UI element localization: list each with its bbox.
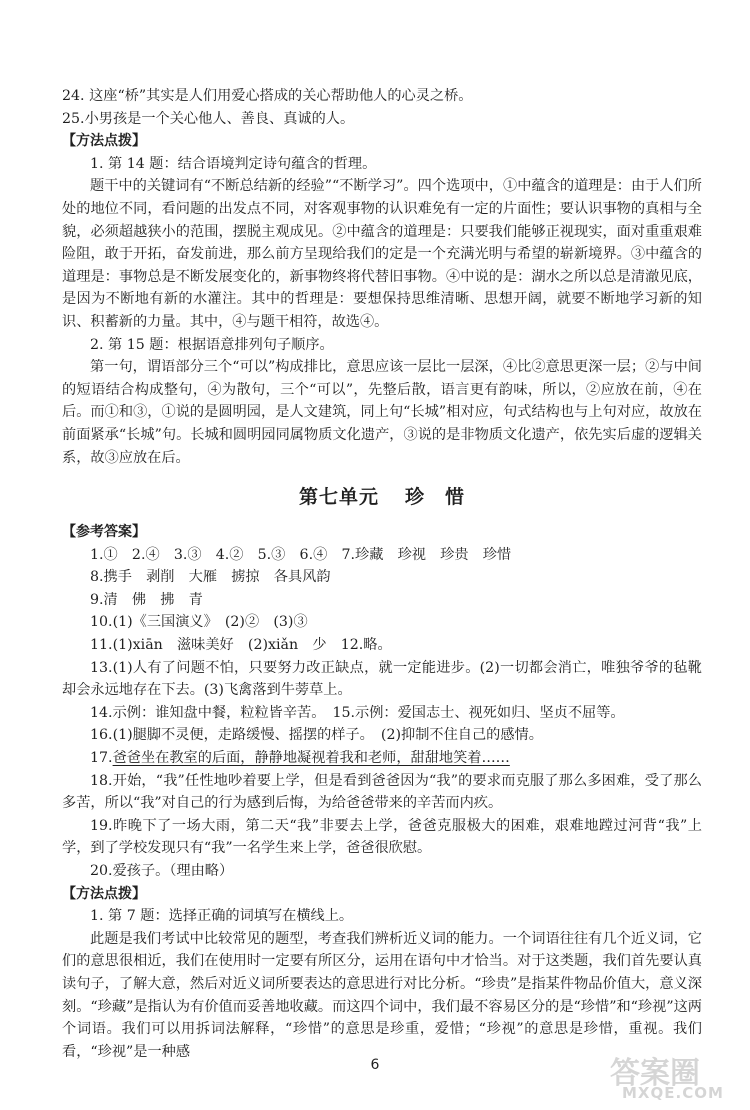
answer-line: 19.昨晚下了一场大雨，第二天“我”非要去上学，爸爸克服极大的困难，艰难地蹚过河背“我”上学，到了学校发现只有“我”一名学生来上学，爸爸很欣慰。	[62, 817, 702, 857]
answer-line: 9.清 佛 拂 青	[90, 591, 203, 608]
unit-name: 第七单元	[298, 486, 379, 509]
method-q15-title: 2. 第 15 题：根据语意排列句子顺序。	[90, 336, 334, 353]
method-q7-title: 1. 第 7 题：选择正确的词填写在横线上。	[90, 908, 354, 925]
method-heading-2: 【方法点拨】	[62, 885, 146, 902]
answers-heading: 【参考答案】	[62, 524, 146, 541]
answer-17-number: 17.	[90, 750, 113, 767]
answer-line: 18.开始，“我”任性地吵着要上学，但是看到爸爸因为“我”的要求而克服了那么多困难，受了那么多苦，所以“我”对自己的行为感到后悔，为给爸爸带来的辛苦而内疚。	[62, 772, 702, 812]
method-heading-1: 【方法点拨】	[62, 133, 146, 150]
answer-line: 20.爱孩子。（理由略）	[90, 863, 234, 879]
answer-17	[62, 747, 702, 770]
unit-topic: 珍 惜	[405, 486, 466, 509]
answer-17-text: 爸爸坐在教室的后面，静静地凝视着我和老师，甜甜地笑着……	[112, 750, 510, 767]
answer-line: 14.示例：谁知盘中餐，粒粒皆辛苦。 15.示例：爱国志士、视死如归、坚贞不屈等。	[90, 704, 625, 721]
unit-title	[62, 482, 702, 512]
answer-line: 8.携手 剥削 大雁 掳掠 各具风韵	[90, 569, 331, 586]
watermark-text: 答案圈	[610, 1056, 700, 1091]
answer-line: 11.(1)xiān 滋味美好 (2)xiǎn 少 12.略。	[90, 637, 392, 654]
answer-25: 25.小男孩是一个关心他人、善良、真诚的人。	[62, 110, 355, 127]
watermark-logo	[604, 1048, 724, 1104]
answer-line: 16.(1)腿脚不灵便，走路缓慢、摇摆的样子。 (2)抑制不住自己的感情。	[90, 727, 543, 744]
answer-line: 13.(1)人有了问题不怕，只要努力改正缺点，就一定能进步。(2)一切都会消亡，唯独爷爷的毡靴却会永远地存在下去。(3)飞禽落到牛蒡草上。	[62, 659, 702, 699]
page-number: 6	[370, 1057, 380, 1073]
page-content	[62, 85, 702, 1063]
answer-24: 24. 这座“桥”其实是人们用爱心搭成的关心帮助他人的心灵之桥。	[62, 88, 473, 104]
method-q7-body: 此题是我们考试中比较常见的题型，考查我们辨析近义词的能力。一个词语往往有几个近义词，它们的意思很相近，我们在使用时一定要有所区分，运用在语句中才恰当。对于这类题，我们首先要认真读句子，了解大意，然后对近义词所要表达的意思进行对比分析。“珍贵”是指某件物品价值大，意义深刻。“珍藏”是指认为有价值而妥善地收藏。而这四个词中，我们最不容易区分的是“珍惜”和“珍视”这两个词语。我们可以用拆词法解释，“珍惜”的意思是珍重，爱惜；“珍视”的意思是珍惜，重视。我们看，“珍视”是一种感	[62, 930, 702, 1060]
method-q14-body: 题干中的关键词有“不断总结新的经验”“不断学习”。四个选项中，①中蕴含的道理是：由于人们所处的地位不同，看问题的出发点不同，对客观事物的认识难免有一定的片面性；要认识事物的真相与全貌，必须超越狭小的范围，摆脱主观成见。②中蕴含的道理是：只要我们能够正视现实，面对重重艰难险阻，敢于开拓，奋发前进，那么前方呈现给我们的定是一个充满光明与希望的崭新境界。③中蕴含的道理是：事物总是不断发展变化的，新事物终将代替旧事物。④中说的是：湖水之所以总是清澈见底，是因为不断地有新的水灌注。其中的哲理是：要想保持思维清晰、思想开阔，就要不断地学习新的知识、积蓄新的力量。其中，④与题干相符，故选④。	[62, 178, 702, 330]
watermark-url: MXQE.COM	[622, 1084, 724, 1102]
method-q14-title: 1. 第 14 题：结合语境判定诗句蕴含的哲理。	[90, 155, 377, 172]
answer-line: 1.① 2.④ 3.③ 4.② 5.③ 6.④ 7.珍藏 珍视 珍贵 珍惜	[90, 546, 512, 563]
answer-line: 10.(1)《三国演义》 (2)② (3)③	[90, 614, 308, 631]
method-q15-body: 第一句，谓语部分三个“可以”构成排比，意思应该一层比一层深，④比②意思更深一层；②与中间的短语结合构成整句，④为散句，三个“可以”，先整后散，语言更有韵味，所以，②应放在前，④在后。而①和③，①说的是圆明园，是人文建筑，同上句“长城”相对应，句式结构也与上句对应，故放在前面紧承“长城”句。长城和圆明园同属物质文化遗产，③说的是非物质文化遗产，依先实后虚的逻辑关系，故③应放在后。	[62, 359, 702, 466]
